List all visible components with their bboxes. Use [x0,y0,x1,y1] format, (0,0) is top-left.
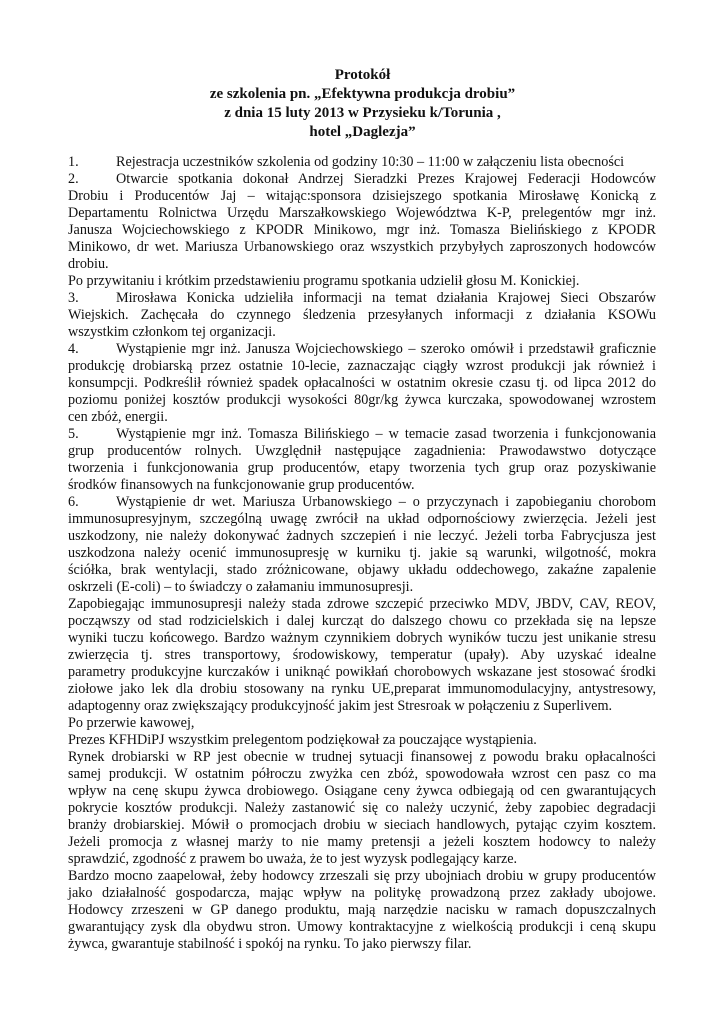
text-line: uszkodzony, nie należy dokonywać żadnych szczepień i nie leczyć. Jeżeli torba Fabrycjusza jest [68,528,656,544]
text-line: drobiu. [68,256,109,272]
text-line: sprawdzić, zgodność z prawem bo uważa, że to jest wyzysk podlegający karze. [68,851,518,867]
text-line: Departamentu Rolnictwa Urzędu Marszałkowskiego Województwa K-P, prelegentów mgr inż. [68,205,656,221]
text-line: wszystkim członkom tej organizacji. [68,324,276,340]
text-line: ściółka, brak wentylacji, stado zróżnicowane, objawy układu oddechowego, zakaźne zapalenie [68,562,656,578]
text-line: wpływ na cenę skupu żywca drobiowego. Osiągane ceny żywca odbiegają od cen gwarantujących [68,783,656,799]
item-number: 3. [68,290,79,306]
text-line: Janusza Wojciechowskiego z KPODR Minikowo, mgr inż. Tomasza Bielińskiego z KPODR [68,222,656,238]
text-line: parametry produkcyjne kurczaków i uniknąć powikłań chorobowych wskazane jest stosować środki [68,664,656,680]
text-line: jako działalność gospodarcza, mając wpływ na politykę prowadzoną przez zakłady ubojowe. [68,885,656,901]
text-line: adaptogenny oraz zwiększający produkcyjność jakim jest Stresroak w połączeniu z Superlivem. [68,698,613,714]
text-line: pokrycie kosztów produkcji. Należy zastanowić się co należy uczynić, żeby zapobiec degradacji [68,800,656,816]
text-line: Wystąpienie mgr inż. Janusza Wojciechowskiego – szeroko omówił i przedstawił graficznie [116,341,656,357]
text-line: Bardzo mocno zaapelował, żeby hodowcy zrzeszali się przy ubojniach drobiu w grupy producentów [68,868,656,884]
text-line: ziołowe jako lek dla drobiu stosowany na rynku UE,preparat immunomodulacyjny, antystresowy, [68,681,656,697]
text-line: Hodowcy zrzeszeni w GP danego produktu, mają narzędzie nacisku w ramach dopuszczalnych [68,902,656,918]
text-line: Prezes KFHDiPJ wszystkim prelegentom podziękował za pouczające wystąpienia. [68,732,537,748]
text-line: Mirosława Konicka udzieliła informacji na temat działania Krajowej Sieci Obszarów [116,290,656,306]
doc-hotel: hotel „Daglezja” [309,124,416,140]
text-line: Wiejskich. Zachęcała do czynnego śledzenia przesyłanych informacji z działania KSOWu [68,307,656,323]
text-line: Otwarcie spotkania dokonał Andrzej Sieradzki Prezes Krajowej Federacji Hodowców [116,171,656,187]
text-line: Wystąpienie mgr inż. Tomasza Bilińskiego – w temacie zasad tworzenia i funkcjonowania [116,426,656,442]
text-line: Po przywitaniu i krótkim przedstawieniu programu spotkania udzielił głosu M. Konickiej. [68,273,580,289]
text-line: Zapobiegając immunosupresji należy stada zdrowe szczepić przeciwko MDV, JBDV, CAV, REOV, [68,596,656,612]
text-line: poziomu poniżej kosztów produkcji wysokości 80gr/kg żywca kurczaka, spowodowanej wzrostem [68,392,656,408]
text-line: wyniki tuczu końcowego. Bardzo ważnym czynnikiem dobrych wyników tuczu jest unikanie stresu [68,630,656,646]
text-line: począwszy od stad rodzicielskich i dalej kurcząt do dalszego chowu co przekłada się na lepsze [68,613,656,629]
text-line: grup producentów rolnych. Uwzględnił następujące zagadnienia: Prawodawstwo dotyczące [68,443,656,459]
text-line: Rynek drobiarski w RP jest obecnie w trudnej sytuacji finansowej z powodu braku opłacalności [68,749,656,765]
doc-title: Protokół [334,67,391,83]
text-line: zwierzęcia tj. stres transportowy, środowiskowy, temperatur (upały). Aby uzyskać idealne [68,647,656,663]
text-line: samej produkcji. W ostatnim półroczu zwyżka cen zbóż, spowodowała wzrost cen pasz co ma [68,766,656,782]
doc-subtitle: ze szkolenia pn. „Efektywna produkcja drobiu” [209,86,516,102]
text-line: Wystąpienie dr wet. Mariusza Urbanowskiego – o przyczynach i zapobieganiu chorobom [116,494,656,510]
text-line: branży drobiarskiej. Mówił o promocjach drobiu w sieciach handlowych, pytając czyim kosztem. [68,817,656,833]
text-line: tworzenia i funkcjonowania grup producentów, etapy tworzenia tych grup oraz pozyskiwanie [68,460,656,476]
item-number: 4. [68,341,79,357]
text-line: uszkodzona należy ocenić immunosupresję w kurniku tj. jakie są warunki, wilgotność, mokra [68,545,656,561]
text-line: immunosupresyjnym, szczególną uwagę zwrócił na układ odpornościowy zwierzęcia. Jeżeli jest [68,511,656,527]
item-number: 2. [68,171,79,187]
text-line: Rejestracja uczestników szkolenia od godziny 10:30 – 11:00 w załączeniu lista obecności [116,154,625,170]
item-number: 6. [68,494,79,510]
text-line: żywca, gwarantuje stabilność i spokój na rynku. To jako pierwszy filar. [68,936,472,952]
text-line: Po przerwie kawowej, [68,715,195,731]
text-line: Minikowo, dr wet. Mariusza Urbanowskiego oraz wszystkich przybyłych zaproszonych hodowców [68,239,656,255]
text-line: Jeżeli promocja z własnej marży to nie mamy pretensji a jeżeli kosztem hodowcy to należy [68,834,656,850]
text-line: środków finansowych na funkcjonowanie grup producentów. [68,477,415,493]
text-line: Drobiu i Producentów Jaj – witając:sponsora dzisiejszego spotkania Mirosławę Konicką z [68,188,656,204]
text-line: oskrzeli (E-coli) – to świadczy o załamaniu immunosupresji. [68,579,414,595]
text-line: produkcję drobiarską przez ostatnie 10-lecie, zaznaczając ciągły wzrost produkcji jak również i [68,358,656,374]
text-line: konsumpcji. Podkreślił również spadek opłacalności w ostatnim okresie czasu tj. od lipca 2012 do [68,375,656,391]
doc-date-place: z dnia 15 luty 2013 w Przysieku k/Torunia , [224,105,501,121]
text-line: gwarantujący zysk dla obydwu stron. Umowy kontraktacyjne z wielkością produkcji i ceną skupu [68,919,656,935]
item-number: 1. [68,154,79,170]
item-number: 5. [68,426,79,442]
text-line: cen zbóż, energii. [68,409,168,425]
